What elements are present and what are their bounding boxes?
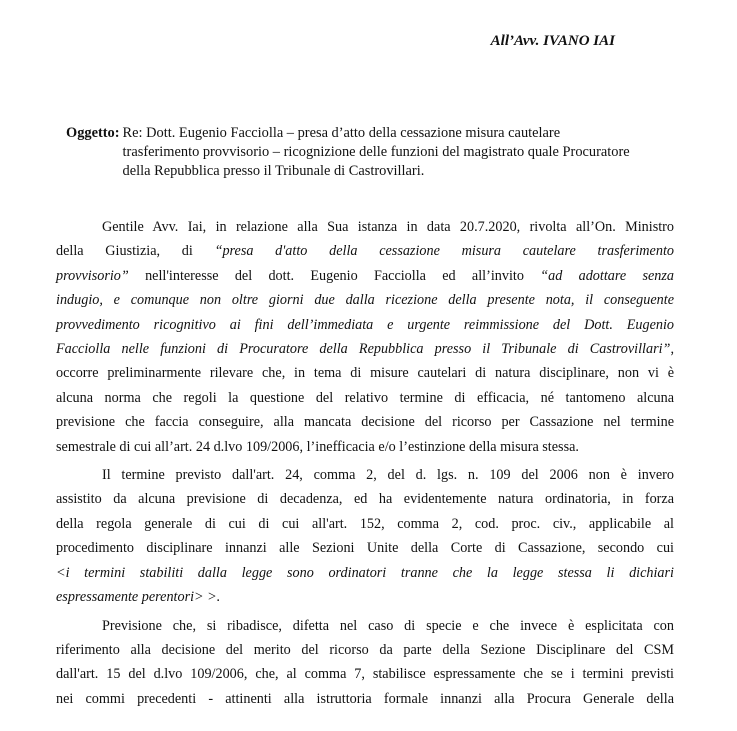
body-line [56, 536, 674, 560]
body-line [56, 361, 674, 385]
text-segment: previsione che faccia conseguire, alla mancata decisione del ricorso per Cassazione nel termine [56, 414, 674, 431]
italic-quote: provvedimento ricognitivo ai fini dell’immediata e urgente reimmissione del Dott. Eugenio [56, 316, 674, 333]
body-line [56, 313, 674, 337]
subject-text [120, 124, 630, 181]
subject-line: della Repubblica presso il Tribunale di Castrovillari. [122, 163, 425, 179]
text-segment: Gentile Avv. Iai, in relazione alla Sua istanza in data 20.7.2020, rivolta all’On. Ministro [102, 219, 674, 235]
body-paragraph [56, 463, 674, 609]
subject-line: trasferimento provvisorio – ricognizione delle funzioni del magistrato quale Procuratore [122, 144, 630, 160]
text-segment: Previsione che, si ribadisce, difetta nel caso di specie e che invece è esplicitata con [102, 617, 674, 634]
body-line [56, 410, 674, 434]
addressee: All’Avv. IVANO IAI [490, 33, 615, 49]
text-segment: nell'interesse del dott. Eugenio Facciolla ed all’invito [128, 267, 541, 284]
body-line [56, 687, 674, 711]
body-line [56, 614, 674, 638]
text-segment: Il termine previsto dall'art. 24, comma 2, del d. lgs. n. 109 del 2006 non è invero [102, 467, 674, 484]
body-line [56, 512, 674, 536]
italic-quote: espressamente perentori> >. [56, 589, 221, 606]
text-segment: della regola generale di cui di cui all'art. 152, comma 2, cod. proc. civ., applicabile al [56, 515, 674, 532]
text-segment: dall'art. 15 del d.lvo 109/2006, che, al comma 7, stabilisce espressamente che se i termini previsti [56, 666, 674, 683]
italic-quote: Facciolla nelle funzioni di Procuratore della Repubblica presso il Tribunale di Castrovillari” [56, 341, 671, 358]
body-line [56, 662, 674, 686]
italic-quote: “ad adottare senza [540, 267, 674, 284]
italic-quote: <i termini stabiliti dalla legge sono ordinatori tranne che la legge stessa li dichiari [56, 564, 674, 581]
text-segment: della Giustizia, di [56, 243, 215, 260]
body-line [56, 435, 674, 459]
subject-line: Re: Dott. Eugenio Facciolla – presa d’atto della cessazione misura cautelare [122, 125, 561, 141]
body-line [56, 264, 674, 288]
body-line [56, 386, 674, 410]
letter-body [56, 215, 674, 711]
subject-block [66, 124, 666, 181]
body-line [56, 288, 674, 312]
text-segment: procedimento disciplinare innanzi alle Sezioni Unite della Corte di Cassazione, secondo cui [56, 540, 674, 557]
body-paragraph [56, 614, 674, 712]
body-line [56, 463, 674, 487]
body-line [56, 487, 674, 511]
text-segment: semestrale di cui all’art. 24 d.lvo 109/2006, l’inefficacia e/o l’estinzione della misura stessa. [56, 438, 579, 455]
text-segment: assistito da alcuna previsione di decadenza, ed ha evidentemente natura ordinatoria, in forza [56, 491, 674, 508]
italic-quote: indugio, e comunque non oltre giorni due dalla ricezione della presente nota, il conseguente [56, 292, 674, 309]
text-segment: occorre preliminarmente rilevare che, in tema di misure cautelari di natura disciplinare, non vi è [56, 365, 674, 382]
body-line [56, 638, 674, 662]
body-paragraph [56, 215, 674, 459]
italic-quote: provvisorio” [56, 267, 129, 284]
subject-label: Oggetto: [66, 125, 120, 141]
italic-quote: “presa d'atto della cessazione misura cautelare trasferimento [214, 243, 674, 260]
body-line [56, 215, 674, 239]
body-line [56, 337, 674, 361]
body-line [56, 561, 674, 585]
text-segment: nei commi precedenti - attinenti alla istruttoria formale innanzi alla Procura Generale della [56, 690, 674, 707]
body-line [56, 239, 674, 263]
text-segment: alcuna norma che regoli la questione del relativo termine di efficacia, né tantomeno alcuna [56, 389, 674, 406]
body-line [56, 585, 674, 609]
text-segment: , [670, 341, 674, 358]
text-segment: riferimento alla decisione del merito del ricorso da parte della Sezione Disciplinare del CSM [56, 641, 674, 658]
